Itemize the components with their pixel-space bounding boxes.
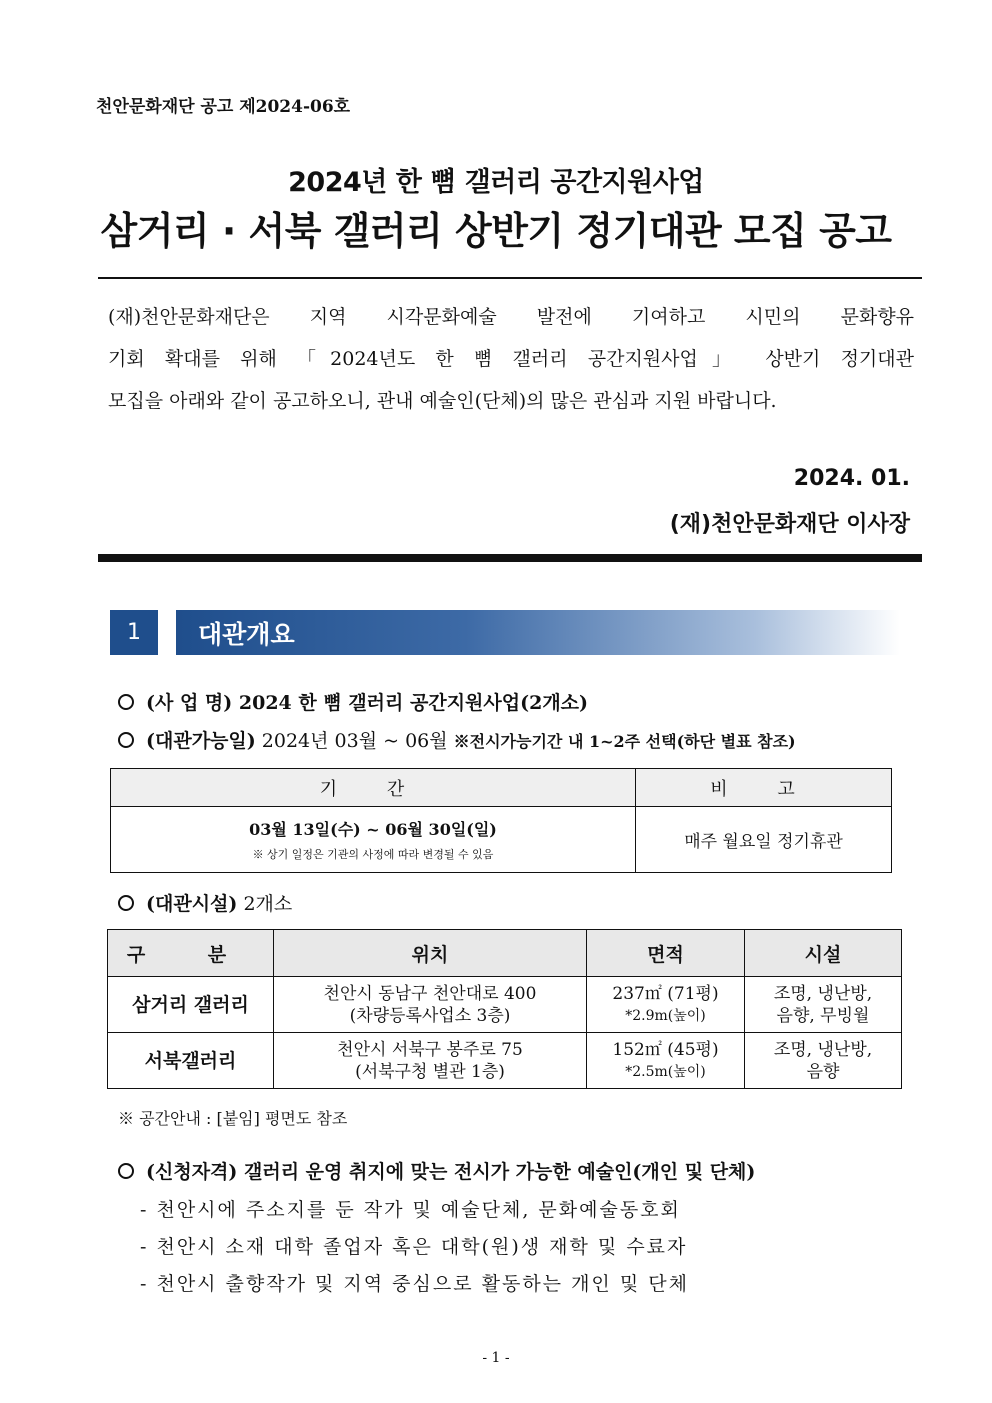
table-row xyxy=(108,1033,902,1089)
section-title: 대관개요 xyxy=(176,610,900,655)
project-name-item xyxy=(118,688,588,715)
period-table xyxy=(110,768,892,873)
table-header: 비 고 xyxy=(636,769,892,807)
facility-list: 음향 xyxy=(806,1061,840,1082)
announcement-date: 2024. 01. xyxy=(793,466,910,491)
document-title-line1: 2024년 한 뼘 갤러리 공간지원사업 xyxy=(288,167,704,198)
gallery-area xyxy=(587,1033,745,1089)
location-address: 천안시 서북구 봉주로 75 xyxy=(337,1039,523,1060)
circle-bullet-icon xyxy=(118,694,134,710)
facility-list: 조명, 냉난방, xyxy=(773,983,873,1004)
location-detail: (차량등록사업소 3층) xyxy=(349,1005,511,1026)
facility-table xyxy=(107,929,902,1089)
area-size: 152㎡ (45평) xyxy=(612,1039,719,1060)
area-height: *2.5m(높이) xyxy=(625,1063,706,1080)
eligibility-text: (신청자격) 갤러리 운영 취지에 맞는 전시가 가능한 예술인(개인 및 단체) xyxy=(146,1161,756,1183)
facility-item xyxy=(118,889,292,916)
location-detail: (서북구청 별관 1층) xyxy=(355,1061,505,1082)
table-header: 기 간 xyxy=(111,769,636,807)
circle-bullet-icon xyxy=(118,1163,134,1179)
eligibility-item xyxy=(118,1157,755,1184)
issuer-name: (재)천안문화재단 이사장 xyxy=(669,512,910,537)
gallery-name: 삼거리 갤러리 xyxy=(108,977,274,1033)
gallery-facilities xyxy=(745,1033,902,1089)
intro-line: 모집을 아래와 같이 공고하오니, 관내 예술인(단체)의 많은 관심과 지원 바랍니다. xyxy=(108,390,777,412)
page-number: - 1 - xyxy=(482,1350,510,1366)
table-row xyxy=(108,977,902,1033)
rental-period-label: (대관가능일) xyxy=(146,730,256,752)
facility-value: 2개소 xyxy=(237,893,293,915)
notice-number: 천안문화재단 공고 제2024-06호 xyxy=(96,97,351,117)
title-divider xyxy=(98,277,922,279)
gallery-name: 서북갤러리 xyxy=(108,1033,274,1089)
table-header: 면적 xyxy=(587,930,745,977)
section-number: 1 xyxy=(110,610,158,655)
circle-bullet-icon xyxy=(118,895,134,911)
period-cell xyxy=(111,807,636,873)
gallery-location xyxy=(274,977,587,1033)
document-title-line2: 삼거리 · 서북 갤러리 상반기 정기대관 모집 공고 xyxy=(100,209,892,253)
intro-line: 기회 확대를 위해 「2024년도 한 뼘 갤러리 공간지원사업」 상반기 정기대관 xyxy=(108,348,914,370)
facility-label: (대관시설) xyxy=(146,893,238,915)
eligibility-criterion: - 천안시 소재 대학 졸업자 혹은 대학(원)생 재학 및 수료자 xyxy=(140,1236,688,1258)
location-address: 천안시 동남구 천안대로 400 xyxy=(323,983,537,1004)
rental-period-note: ※전시가능기간 내 1~2주 선택(하단 별표 참조) xyxy=(453,732,796,751)
table-header: 구 분 xyxy=(108,930,274,977)
circle-bullet-icon xyxy=(118,732,134,748)
rental-period-value: 2024년 03월 ~ 06월 xyxy=(255,730,454,752)
eligibility-criterion: - 천안시에 주소지를 둔 작가 및 예술단체, 문화예술동호회 xyxy=(140,1199,681,1221)
table-header: 시설 xyxy=(745,930,902,977)
space-guide-note: ※ 공간안내 : [붙임] 평면도 참조 xyxy=(118,1109,348,1128)
remark-cell: 매주 월요일 정기휴관 xyxy=(636,807,892,873)
intro-paragraph xyxy=(108,296,914,422)
project-name-text: (사 업 명) 2024 한 뼘 갤러리 공간지원사업(2개소) xyxy=(146,692,589,714)
rental-period-item xyxy=(118,726,796,753)
area-height: *2.9m(높이) xyxy=(625,1007,706,1024)
gallery-facilities xyxy=(745,977,902,1033)
header-divider xyxy=(98,554,922,562)
gallery-area xyxy=(587,977,745,1033)
table-header: 위치 xyxy=(274,930,587,977)
gallery-location xyxy=(274,1033,587,1089)
period-change-note: ※ 상기 일정은 기관의 사정에 따라 변경될 수 있음 xyxy=(252,848,494,861)
area-size: 237㎡ (71평) xyxy=(612,983,719,1004)
intro-line: (재)천안문화재단은 지역 시각문화예술 발전에 기여하고 시민의 문화향유 xyxy=(108,306,914,328)
period-range: 03월 13일(수) ~ 06월 30일(일) xyxy=(249,820,497,839)
eligibility-criterion: - 천안시 출향작가 및 지역 중심으로 활동하는 개인 및 단체 xyxy=(140,1273,689,1295)
facility-list: 조명, 냉난방, xyxy=(773,1039,873,1060)
facility-list: 음향, 무빙월 xyxy=(776,1005,870,1026)
